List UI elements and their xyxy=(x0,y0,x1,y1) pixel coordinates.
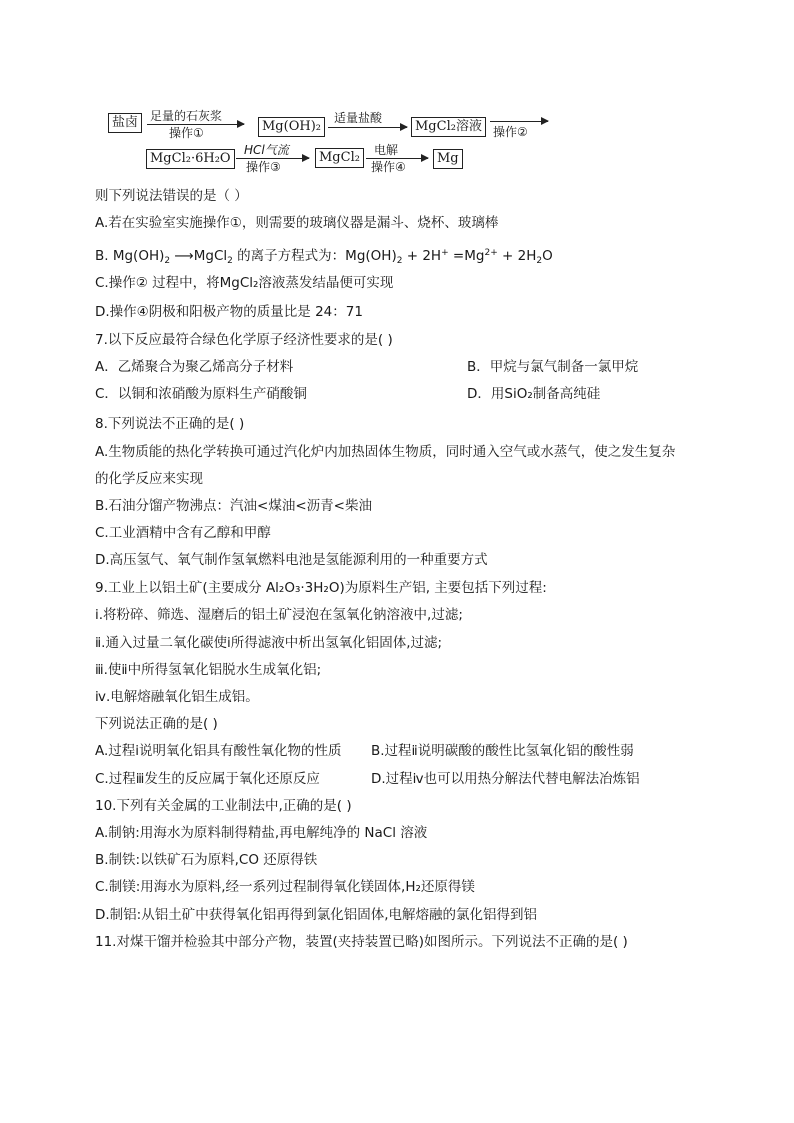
q8-option-d: D.高压氢气、氧气制作氢氧燃料电池是氢能源利用的一种重要方式 xyxy=(95,552,488,568)
op1-arrow xyxy=(147,124,244,125)
mg-production-flowchart xyxy=(0,0,794,180)
q9-stem: 9.工业上以铝土矿(主要成分 Al₂O₃·3H₂O)为原料生产铝, 主要包括下列过程: xyxy=(95,580,547,596)
q11-stem: 11.对煤干馏并检验其中部分产物，装置(夹持装置已略)如图所示。下列说法不正确的是( ) xyxy=(95,934,628,950)
q9-step-iv: ⅳ.电解熔融氧化铝生成铝。 xyxy=(95,689,259,705)
q7-option-c: C．以铜和浓硝酸为原料生产硝酸铜 xyxy=(95,386,307,402)
q7-row-2 xyxy=(95,384,601,404)
q7-option-d: D．用SiO₂制备高纯硅 xyxy=(467,386,601,402)
op1-label: 操作① xyxy=(169,126,204,140)
q10-option-b: B.制铁:以铁矿石为原料,CO 还原得铁 xyxy=(95,852,318,868)
mgcl2-solution-box: MgCl₂溶液 xyxy=(411,117,486,137)
q8-option-a-line2: 的化学反应来实现 xyxy=(95,471,203,487)
mgcl2-box: MgCl₂ xyxy=(315,148,364,168)
q10-option-c: C.制镁:用海水为原料,经一系列过程制得氧化镁固体,H₂还原得镁 xyxy=(95,879,475,895)
q6-option-b: B. $Mg(OH)_2$ ⟶MgCl$_2$ 的离子方程式为：$Mg(OH)_2 + 2H^+ =Mg^{2+} + 2H_2O$ xyxy=(95,248,553,266)
op4-arrow xyxy=(366,158,428,159)
q9-step-iii: ⅲ.使ⅱ中所得氢氧化铝脱水生成氧化铝; xyxy=(95,662,322,678)
q8-stem: 8.下列说法不正确的是( ) xyxy=(95,416,245,432)
op3-label: 操作③ xyxy=(246,160,281,174)
q10-stem: 10.下列有关金属的工业制法中,正确的是( ) xyxy=(95,798,352,814)
op3-reagent-label: HCl气流 xyxy=(244,143,289,157)
q6-stem: 则下列说法错误的是（ ） xyxy=(95,188,248,204)
q9-step-ii: ⅱ.通入过量二氧化碳使ⅰ所得滤液中析出氢氧化铝固体,过滤; xyxy=(95,635,443,651)
brine-box: 盐卤 xyxy=(108,113,142,133)
q9-row-1 xyxy=(95,741,634,761)
mgcl2-hydrate-box: MgCl₂·6H₂O xyxy=(146,149,235,169)
hcl-arrow xyxy=(328,127,407,128)
op4-reagent-label: 电解 xyxy=(374,143,399,157)
q9-option-a: A.过程ⅰ说明氧化铝具有酸性氧化物的性质 xyxy=(95,743,342,759)
mgoh2-box: Mg(OH)₂ xyxy=(258,117,325,137)
op4-label: 操作④ xyxy=(371,160,406,174)
q9-step-i: ⅰ.将粉碎、筛选、湿磨后的铝土矿浸泡在氢氧化钠溶液中,过滤; xyxy=(95,607,463,623)
q9-sub-stem: 下列说法正确的是( ) xyxy=(95,716,218,732)
q8-option-b: B.石油分馏产物沸点：汽油<煤油<沥青<柴油 xyxy=(95,498,372,514)
q9-option-b: B.过程ⅱ说明碳酸的酸性比氢氧化铝的酸性弱 xyxy=(371,743,634,759)
q10-option-d: D.制铝:从铝土矿中获得氧化铝再得到氯化铝固体,电解熔融的氯化铝得到铝 xyxy=(95,907,538,923)
q6-option-c: C.操作② 过程中，将MgCl₂溶液蒸发结晶便可实现 xyxy=(95,275,394,291)
hcl-reagent-label: 适量盐酸 xyxy=(334,111,383,125)
q8-option-a-line1: A.生物质能的热化学转换可通过汽化炉内加热固体生物质，同时通入空气或水蒸气，使之发生复杂 xyxy=(95,444,676,460)
q10-option-a: A.制钠:用海水为原料制得精盐,再电解纯净的 NaCl 溶液 xyxy=(95,825,428,841)
q6-option-d: D.操作④阴极和阳极产物的质量比是 24：71 xyxy=(95,304,363,320)
q9-option-d: D.过程ⅳ也可以用热分解法代替电解法冶炼铝 xyxy=(371,771,640,787)
op2-arrow xyxy=(490,121,548,122)
mg-box: Mg xyxy=(433,149,463,169)
q7-option-a: A．乙烯聚合为聚乙烯高分子材料 xyxy=(95,359,294,375)
q7-row-1 xyxy=(95,357,639,377)
q7-option-b: B．甲烷与氯气制备一氯甲烷 xyxy=(467,359,639,375)
q7-stem: 7.以下反应最符合绿色化学原子经济性要求的是( ) xyxy=(95,332,393,348)
op2-label: 操作② xyxy=(493,125,528,139)
q8-option-c: C.工业酒精中含有乙醇和甲醇 xyxy=(95,525,271,541)
q6-option-a: A.若在实验室实施操作①，则需要的玻璃仪器是漏斗、烧杯、玻璃棒 xyxy=(95,215,499,231)
q9-option-c: C.过程ⅲ发生的反应属于氧化还原反应 xyxy=(95,771,320,787)
q9-row-2 xyxy=(95,769,640,789)
op3-arrow xyxy=(236,158,309,159)
op1-reagent-label: 足量的石灰浆 xyxy=(150,109,223,123)
